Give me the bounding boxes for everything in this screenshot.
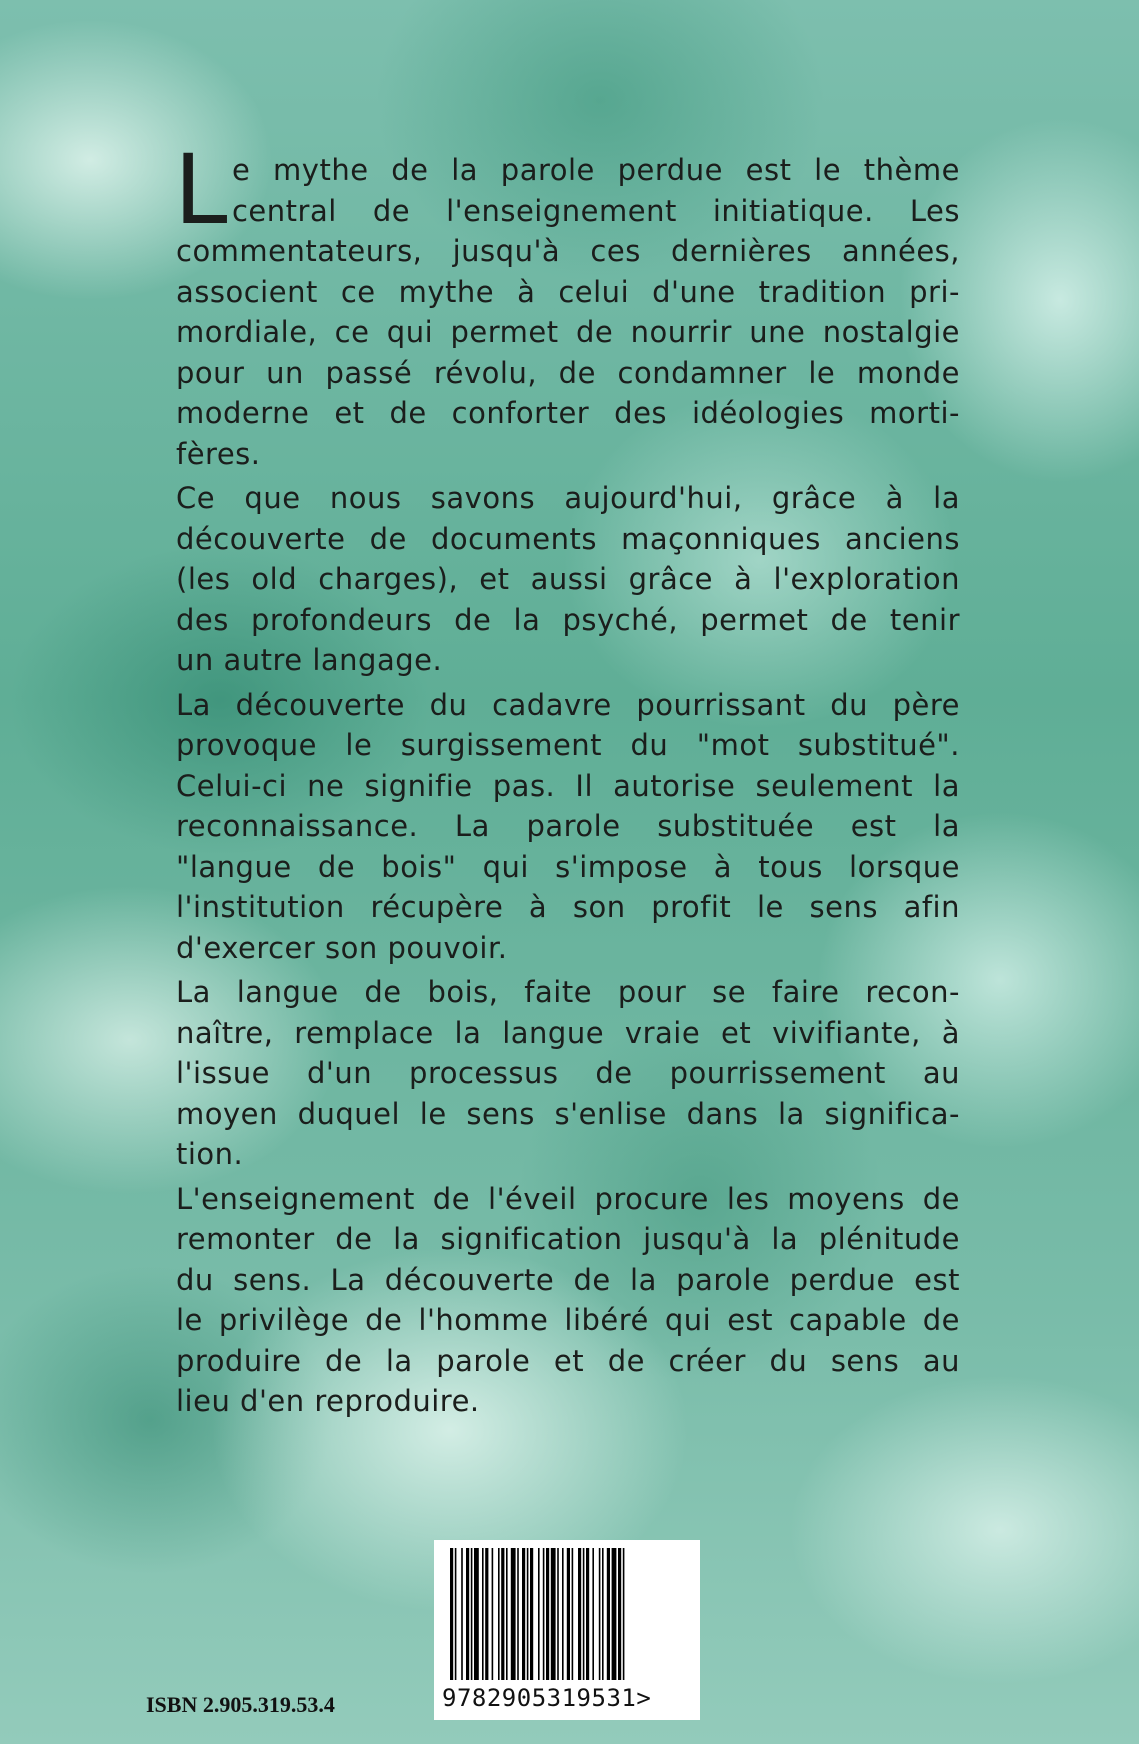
blurb-line: tion. [176,1137,244,1171]
blurb-line: provoque le surgissement du "mot substitué". [176,728,960,762]
blurb-line: reconnaissance. La parole substituée est la [176,809,960,843]
blurb-line: pour un passé révolu, de condamner le monde [176,355,960,390]
barcode-icon [448,1548,686,1680]
blurb-line: central de l'enseignement initiatique. Les [231,193,960,228]
blurb-line: d'exercer son pouvoir. [176,930,508,965]
blurb-line: moyen duquel le sens s'enlise dans la significa- [176,1096,960,1131]
blurb-line: naître, remplace la langue vraie et vivifiante, à [176,1015,960,1050]
blurb-paragraph [176,1179,960,1422]
blurb-line: découverte de documents maçonniques anciens [176,521,960,556]
blurb-line: fères. [176,436,261,471]
blurb-line: La langue de bois, faite pour se faire recon- [176,975,960,1009]
blurb-line: e mythe de la parole perdue est le thème [231,153,960,187]
isbn-text: ISBN 2.905.319.53.4 [146,1692,335,1717]
blurb-paragraph [176,685,960,969]
blurb-line: (les old charges), et aussi grâce à l'exploration [176,562,960,596]
blurb-paragraph [174,134,960,474]
blurb-line: le privilège de l'homme libéré qui est capable de [176,1303,960,1337]
barcode-label [434,1540,700,1720]
blurb-line: un autre langage. [176,643,443,677]
blurb-line: mordiale, ce qui permet de nourrir une nostalgie [176,315,960,349]
blurb-line: remonter de la signification jusqu'à la plénitude [176,1222,960,1256]
blurb-line: l'institution récupère à son profit le sens afin [176,890,960,924]
blurb-line: associent ce mythe à celui d'une tradition pri- [176,274,960,309]
blurb-paragraph [176,478,960,681]
blurb-line: du sens. La découverte de la parole perdue est [176,1262,960,1297]
blurb-line: "langue de bois" qui s'impose à tous lorsque [176,849,960,884]
barcode-marker: > [636,1684,652,1712]
blurb-line: des profondeurs de la psyché, permet de tenir [176,602,960,637]
blurb-line: L'enseignement de l'éveil procure les moyens de [176,1181,960,1216]
blurb-line: produire de la parole et de créer du sens au [176,1343,960,1378]
blurb-line: l'issue d'un processus de pourrissement au [176,1056,960,1090]
blurb-line: moderne et de conforter des idéologies morti- [176,396,960,430]
barcode-digits [442,1682,692,1714]
blurb-line: Ce que nous savons aujourd'hui, grâce à la [176,481,960,515]
barcode-number: 9782905319531 [442,1684,637,1712]
drop-cap: L [174,134,228,246]
back-cover-blurb [174,134,960,1426]
blurb-line: La découverte du cadavre pourrissant du père [176,687,960,722]
blurb-paragraph [176,972,960,1175]
blurb-line: commentateurs, jusqu'à ces dernières années, [176,234,960,268]
blurb-line: Celui-ci ne signifie pas. Il autorise seulement la [176,768,960,803]
blurb-line: lieu d'en reproduire. [176,1384,480,1418]
